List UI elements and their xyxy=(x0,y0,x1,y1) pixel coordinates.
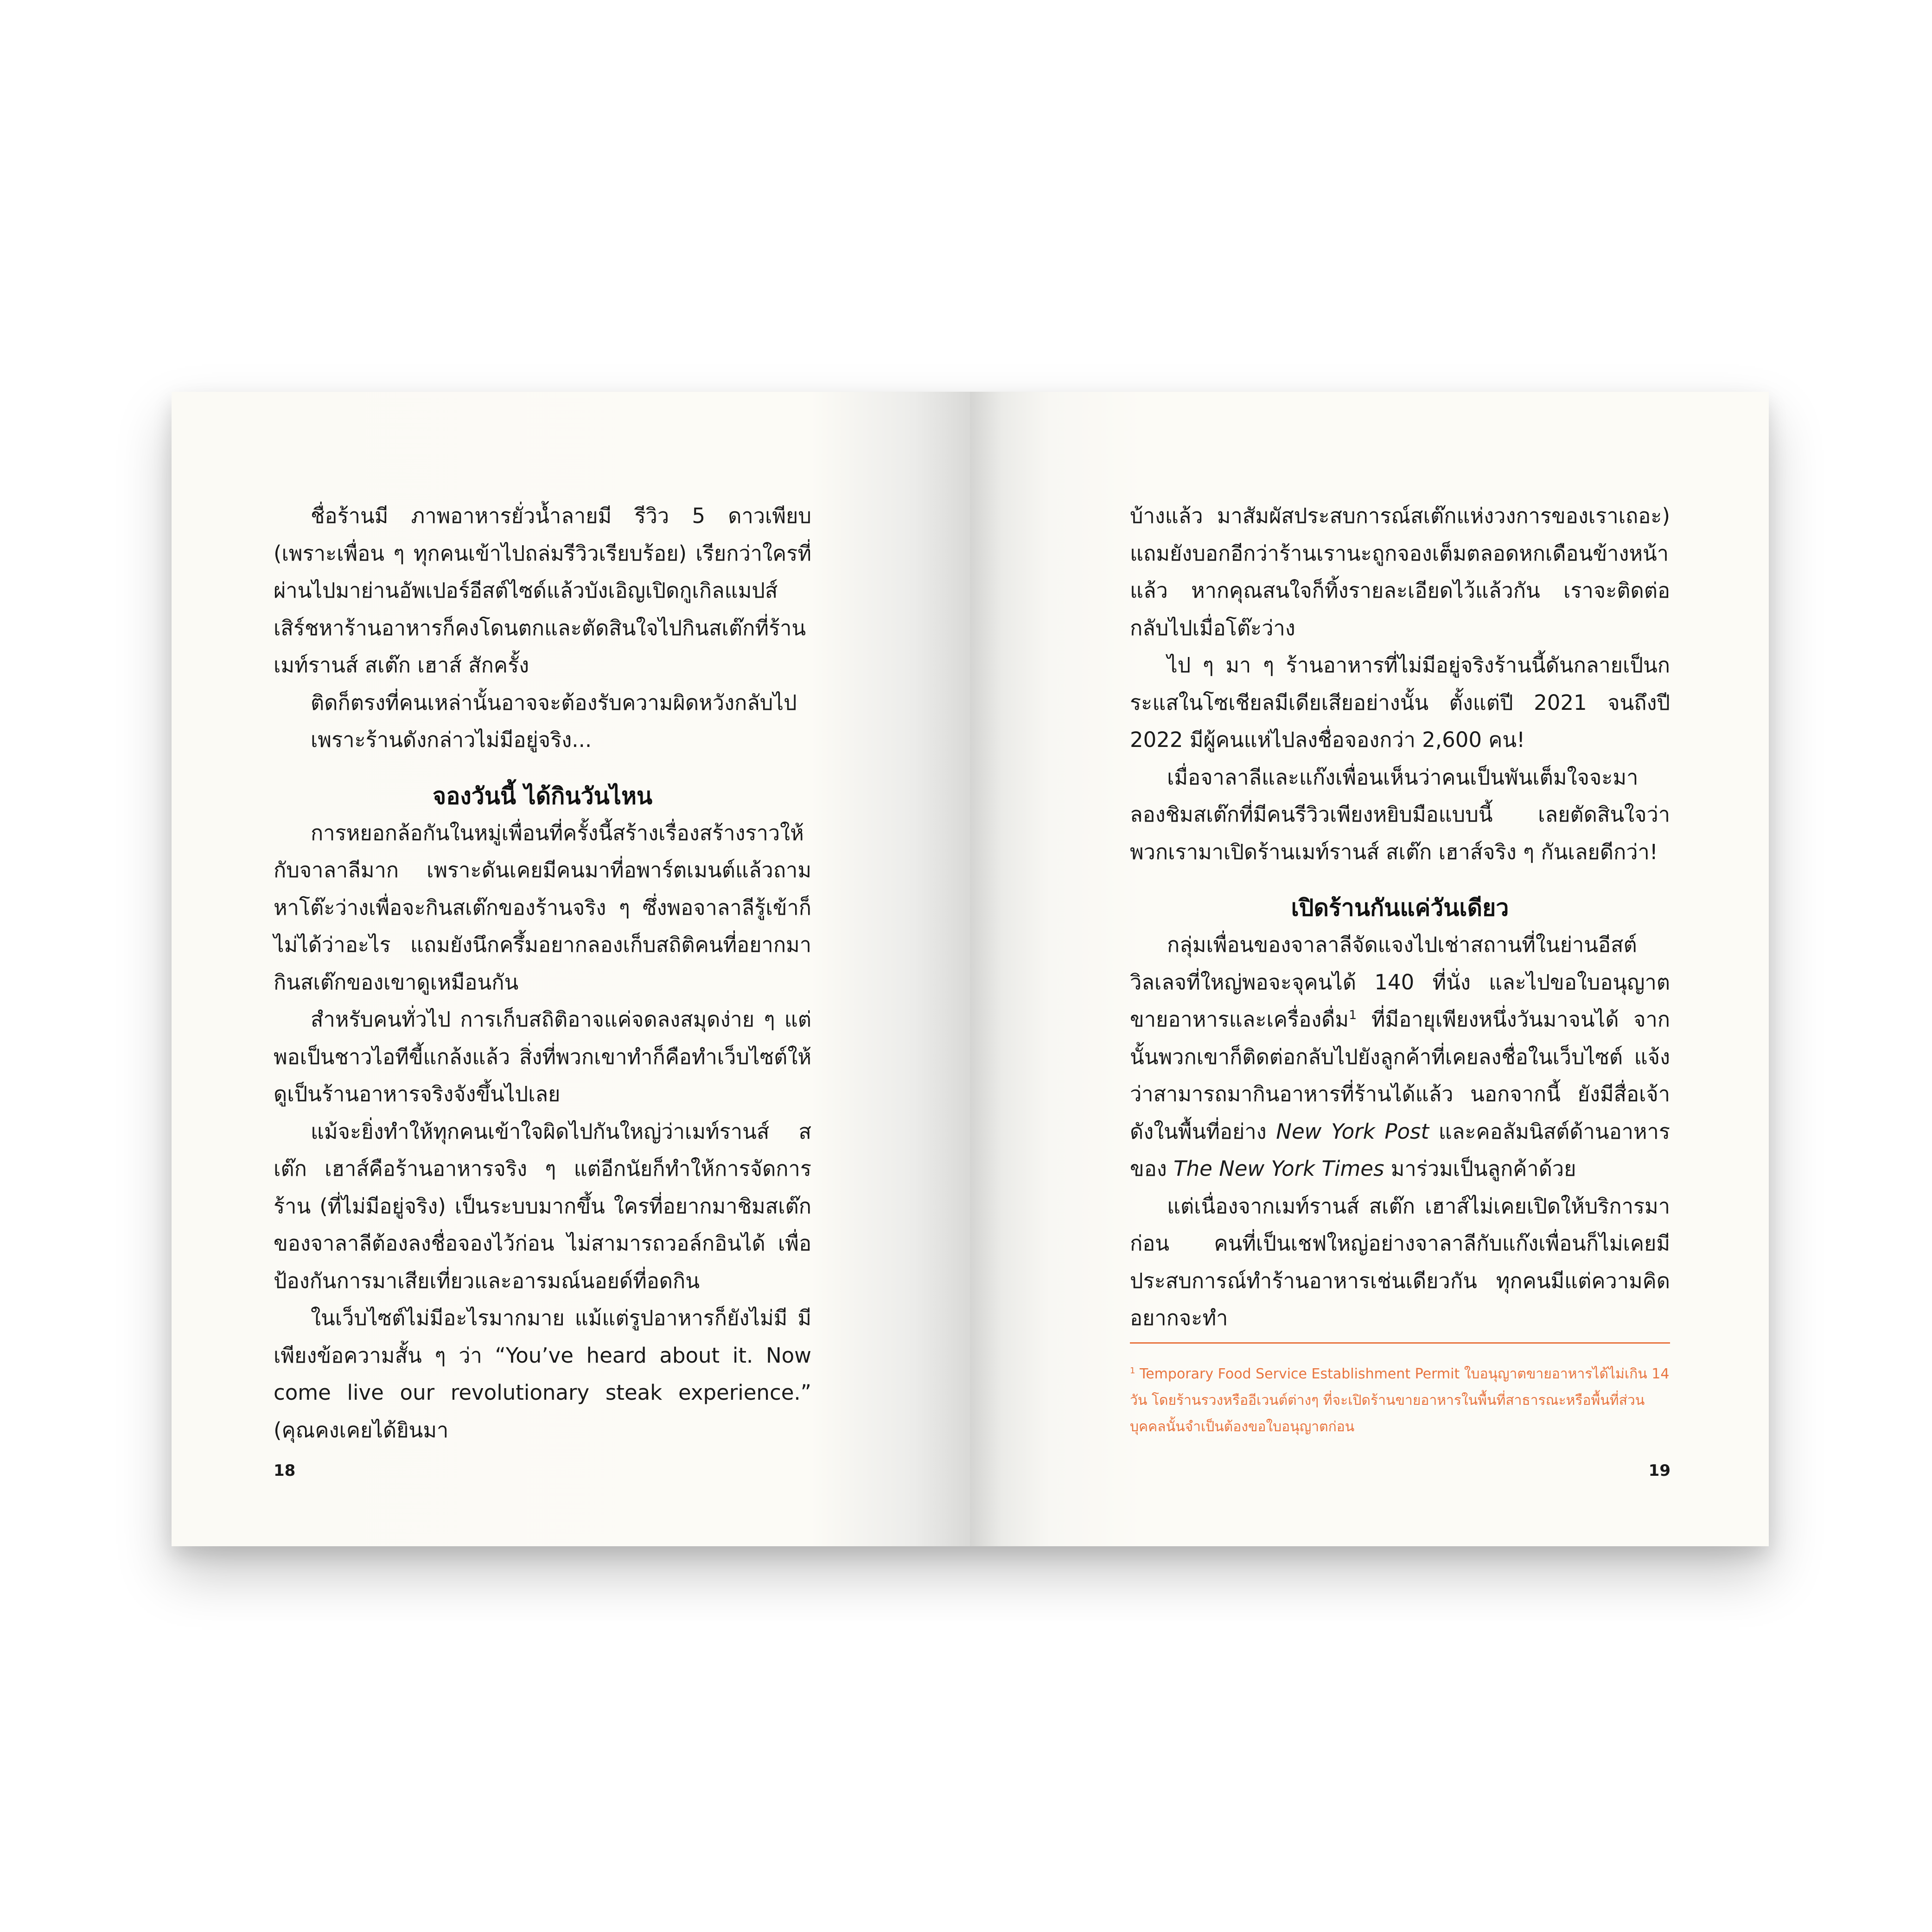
book-spread xyxy=(172,392,1769,1546)
publication-name: New York Post xyxy=(1276,1119,1429,1144)
footnote-text: Temporary Food Service Establishment Permit ใบอนุญาตขายอาหารได้ไม่เกิน 14 วัน โดยร้านรวงหรืออีเวนต์ต่างๆ ที่จะเปิดร้านขายอาหารในพื้นที่สาธารณะหรือพื้นที่ส่วนบุคคลนั้นจำเป็นต้องขอใบอนุญาตก่อน xyxy=(1130,1366,1670,1435)
page-number: 18 xyxy=(274,1461,296,1480)
paragraph: ในเว็บไซต์ไม่มีอะไรมากมาย แม้แต่รูปอาหารก็ยังไม่มี มีเพียงข้อความสั้น ๆ ว่า “You’ve heard about it. Now come live our revolutionary steak experience.” (คุณคงเคยได้ยินมา xyxy=(274,1306,811,1442)
publication-name: The New York Times xyxy=(1173,1156,1384,1181)
section-heading: เปิดร้านกันแค่วันเดียว xyxy=(1291,894,1509,921)
left-text-column xyxy=(274,497,811,1449)
spacer xyxy=(274,759,811,778)
footnote-reference: 1 xyxy=(1349,1008,1357,1022)
paragraph-text: ที่มีอายุเพียงหนึ่งวันมาจนได้ จากนั้นพวกเขาก็ติดต่อกลับไปยังลูกค้าที่เคยลงชื่อในเว็บไซต์ แจ้งว่าสามารถมากินอาหารที่ร้านได้แล้ว นอกจากนี้ ยังมีสื่อเจ้าดังในพื้นที่อย่าง xyxy=(1130,1007,1670,1144)
paragraph: เมื่อจาลาลีและแก๊งเพื่อนเห็นว่าคนเป็นพันเต็มใจจะมาลองชิมสเต๊กที่มีคนรีวิวเพียงหยิบมือแบบนี้ เลยตัดสินใจว่า พวกเรามาเปิดร้านเมท์รานส์ สเต๊ก เฮาส์จริง ๆ กันเลยดีกว่า! xyxy=(1130,765,1670,864)
footnote-divider xyxy=(1130,1342,1670,1344)
spacer xyxy=(1130,871,1670,889)
paragraph: แม้จะยิ่งทำให้ทุกคนเข้าใจผิดไปกันใหญ่ว่าเมท์รานส์ สเต๊ก เฮาส์คือร้านอาหารจริง ๆ แต่อีกนัยก็ทำให้การจัดการร้าน (ที่ไม่มีอยู่จริง) เป็นระบบมากขึ้น ใครที่อยากมาชิมสเต๊กของจาลาลีต้องลงชื่อจองไว้ก่อน ไม่สามารถวอล์กอินได้ เพื่อป้องกันการมาเสียเที่ยวและอารมณ์นอยด์ที่อดกิน xyxy=(274,1119,811,1293)
page-number: 19 xyxy=(1648,1461,1671,1480)
paragraph: สำหรับคนทั่วไป การเก็บสถิติอาจแค่จดลงสมุดง่าย ๆ แต่พอเป็นชาวไอทีขี้แกล้งแล้ว สิ่งที่พวกเขาทำก็คือทำเว็บไซต์ให้ดูเป็นร้านอาหารจริงจังขึ้นไปเลย xyxy=(274,1007,811,1106)
paragraph: เพราะร้านดังกล่าวไม่มีอยู่จริง... xyxy=(311,727,592,752)
right-text-column xyxy=(1130,497,1670,1337)
paragraph-text: และคอลัมนิสต์ด้านอาหารของ xyxy=(1130,1119,1670,1181)
paragraph-text: กลุ่มเพื่อนของจาลาลีจัดแจงไปเช่าสถานที่ในย่านอีสต์วิลเลจที่ใหญ่พอจะจุคนได้ 140 ที่นั่ง และไปขอใบอนุญาตขายอาหารและเครื่องดื่ม xyxy=(1130,932,1670,1032)
footnote xyxy=(1130,1361,1670,1440)
paragraph-text: มาร่วมเป็นลูกค้าด้วย xyxy=(1384,1156,1576,1181)
paragraph: ชื่อร้านมี ภาพอาหารยั่วน้ำลายมี รีวิว 5 ดาวเพียบ (เพราะเพื่อน ๆ ทุกคนเข้าไปถล่มรีวิวเรียบร้อย) เรียกว่าใครที่ผ่านไปมาย่านอัพเปอร์อีสต์ไซด์แล้วบังเอิญเปิดกูเกิลแมปส์เสิร์ชหาร้านอาหารก็คงโดนตกและตัดสินใจไปกินสเต๊กที่ร้านเมท์รานส์ สเต๊ก เฮาส์ สักครั้ง xyxy=(274,504,811,677)
paragraph: แต่เนื่องจากเมท์รานส์ สเต๊ก เฮาส์ไม่เคยเปิดให้บริการมาก่อน คนที่เป็นเชฟใหญ่อย่างจาลาลีกับแก๊งเพื่อนก็ไม่เคยมีประสบการณ์ทำร้านอาหารเช่นเดียวกัน ทุกคนมีแต่ความคิดอยากจะทำ xyxy=(1130,1193,1670,1330)
paragraph: ไป ๆ มา ๆ ร้านอาหารที่ไม่มีอยู่จริงร้านนี้ดันกลายเป็นกระแสในโซเชียลมีเดียเสียอย่างนั้น ตั้งแต่ปี 2021 จนถึงปี 2022 มีผู้คนแห่ไปลงชื่อจองกว่า 2,600 คน! xyxy=(1130,653,1670,752)
left-page xyxy=(172,392,970,1546)
paragraph xyxy=(1130,926,1670,1188)
paragraph: บ้างแล้ว มาสัมผัสประสบการณ์สเต๊กแห่งวงการของเราเถอะ) แถมยังบอกอีกว่าร้านเรานะถูกจองเต็มตลอดหกเดือนข้างหน้าแล้ว หากคุณสนใจก็ทิ้งรายละเอียดไว้แล้วกัน เราจะติดต่อกลับไปเมื่อโต๊ะว่าง xyxy=(1130,504,1670,640)
paragraph: ติดก็ตรงที่คนเหล่านั้นอาจจะต้องรับความผิดหวังกลับไป xyxy=(311,690,797,715)
paragraph: การหยอกล้อกันในหมู่เพื่อนที่ครั้งนี้สร้างเรื่องสร้างราวให้กับจาลาลีมาก เพราะดันเคยมีคนมาที่อพาร์ตเมนต์แล้วถามหาโต๊ะว่างเพื่อจะกินสเต๊กของร้านจริง ๆ ซึ่งพอจาลาลีรู้เข้าก็ไม่ได้ว่าอะไร แถมยังนึกครึ้มอยากลองเก็บสถิติคนที่อยากมากินสเต๊กของเขาดูเหมือนกัน xyxy=(274,820,811,995)
footnote-marker: 1 xyxy=(1130,1366,1135,1376)
section-heading: จองวันนี้ ได้กินวันไหน xyxy=(432,782,653,810)
right-page xyxy=(970,392,1769,1546)
